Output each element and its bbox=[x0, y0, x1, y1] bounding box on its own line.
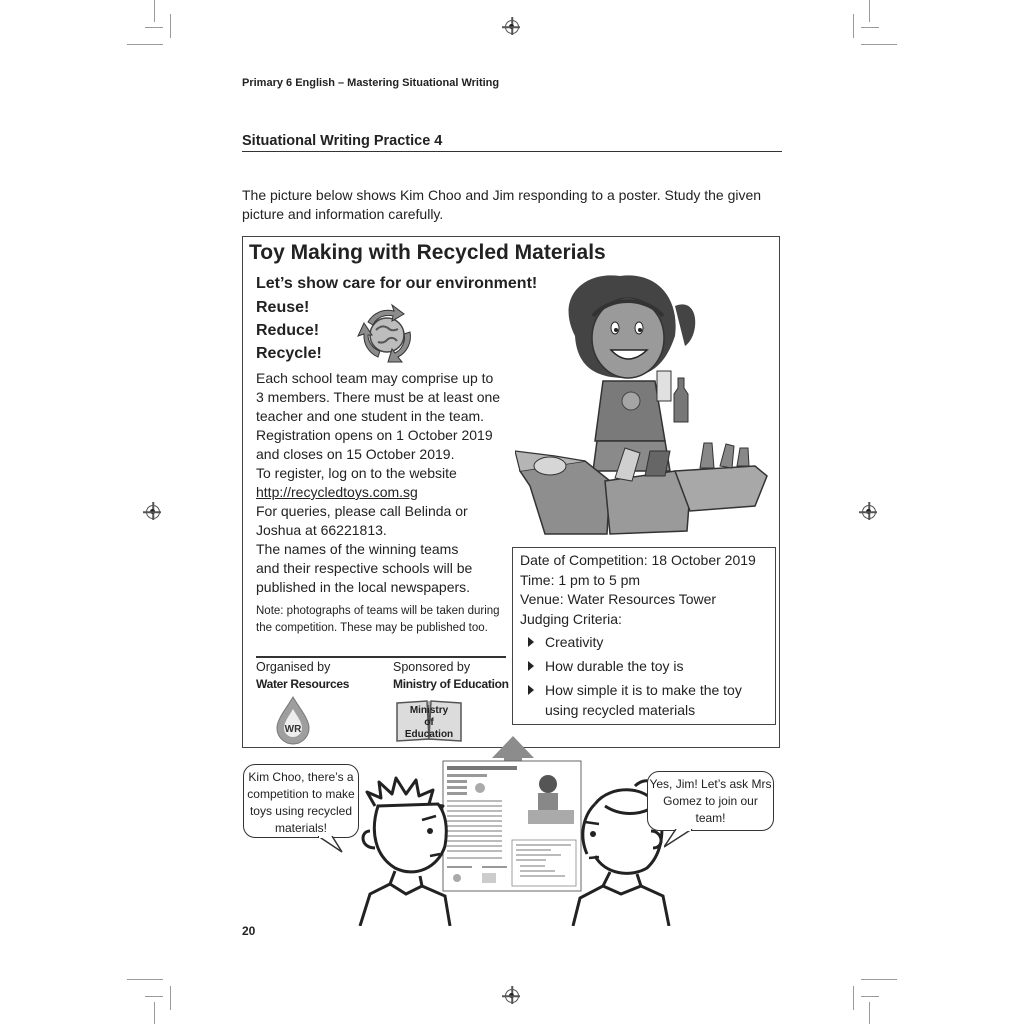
poster-slogan: Let’s show care for our environment! bbox=[256, 275, 538, 292]
bullet-triangle-icon bbox=[528, 637, 534, 647]
registration-mark-icon bbox=[146, 505, 160, 519]
jim-character bbox=[350, 776, 460, 926]
jim-speech-text: Kim Choo, there’s a competition to make toys using recycled materials! bbox=[247, 770, 355, 835]
poster-detail-line: Registration opens on 1 October 2019 bbox=[256, 427, 493, 443]
poster-note: Note: photographs of teams will be taken during the competition. These may be published too. bbox=[256, 605, 500, 634]
poster-detail-line: and closes on 15 October 2019. bbox=[256, 446, 455, 462]
poster-detail-line: To register, log on to the website bbox=[256, 465, 457, 481]
poster-detail-line: For queries, please call Belinda or bbox=[256, 503, 468, 519]
criteria-item bbox=[528, 656, 684, 676]
running-head: Primary 6 English – Mastering Situational Writing bbox=[242, 77, 500, 89]
girl-recycling-illustration bbox=[515, 266, 773, 538]
poster-detail-line: teacher and one student in the team. bbox=[256, 408, 485, 424]
poster-detail-line: Joshua at 66221813. bbox=[256, 522, 387, 538]
reduce-text: Reduce! bbox=[256, 322, 320, 339]
poster-details bbox=[256, 369, 516, 597]
recycle-text: Recycle! bbox=[256, 345, 322, 362]
criteria-item bbox=[528, 680, 775, 720]
kim-choo-bubble-tail bbox=[664, 829, 694, 849]
intro-paragraph: The picture below shows Kim Choo and Jim responding to a poster. Study the given picture and information carefully. bbox=[242, 187, 762, 222]
organiser-name: Water Resources bbox=[256, 677, 350, 691]
poster-thumbnail bbox=[442, 760, 582, 892]
registration-url-link[interactable]: http://recycledtoys.com.sg bbox=[256, 484, 418, 500]
competition-info bbox=[520, 551, 772, 629]
sponsor-name: Ministry of Education bbox=[393, 677, 509, 691]
kim-choo-speech-text: Yes, Jim! Let’s ask Mrs Gomez to join our team! bbox=[649, 777, 772, 825]
organised-by-label: Organised by bbox=[256, 660, 331, 674]
recycle-globe-icon bbox=[354, 302, 420, 368]
competition-venue: Venue: Water Resources Tower bbox=[520, 591, 717, 607]
poster-detail-line: published in the local newspapers. bbox=[256, 579, 471, 595]
bullet-triangle-icon bbox=[528, 661, 534, 671]
ministry-book-logo-icon bbox=[394, 697, 464, 743]
criteria-item bbox=[528, 632, 603, 652]
poster-title: Toy Making with Recycled Materials bbox=[249, 241, 606, 264]
kim-choo-speech-bubble bbox=[647, 771, 774, 831]
reuse-text: Reuse! bbox=[256, 299, 310, 316]
criteria-item-text: Creativity bbox=[545, 634, 604, 650]
criteria-heading: Judging Criteria: bbox=[520, 610, 622, 627]
organiser-logo-text: WR bbox=[284, 724, 302, 735]
sponsored-by-label: Sponsored by bbox=[393, 660, 471, 674]
jim-speech-bubble bbox=[243, 764, 359, 838]
water-drop-logo-icon bbox=[274, 695, 312, 745]
poster-detail-line: Each school team may comprise up to bbox=[256, 370, 494, 386]
bullet-triangle-icon bbox=[528, 685, 534, 695]
poster-detail-line: The names of the winning teams bbox=[256, 541, 459, 557]
criteria-item-text: How simple it is to make the toy using recycled materials bbox=[545, 682, 742, 718]
competition-time: Time: 1 pm to 5 pm bbox=[520, 571, 641, 588]
section-title: Situational Writing Practice 4 bbox=[242, 133, 443, 149]
criteria-item-text: How durable the toy is bbox=[545, 658, 684, 674]
competition-date: Date of Competition: 18 October 2019 bbox=[520, 552, 756, 568]
sponsor-logo-line: Education bbox=[404, 729, 454, 740]
page-number: 20 bbox=[242, 924, 256, 938]
sponsor-logo-line: Ministry bbox=[409, 705, 449, 716]
poster-detail-line: 3 members. There must be at least one bbox=[256, 389, 501, 405]
title-divider bbox=[242, 151, 782, 152]
registration-mark-icon bbox=[505, 20, 519, 34]
poster-detail-line: and their respective schools will be bbox=[256, 560, 473, 576]
jim-bubble-tail bbox=[318, 836, 344, 854]
sponsor-logo-line: of bbox=[424, 717, 434, 728]
organiser-divider bbox=[256, 656, 506, 658]
registration-mark-icon bbox=[862, 505, 876, 519]
registration-mark-icon bbox=[505, 989, 519, 1003]
